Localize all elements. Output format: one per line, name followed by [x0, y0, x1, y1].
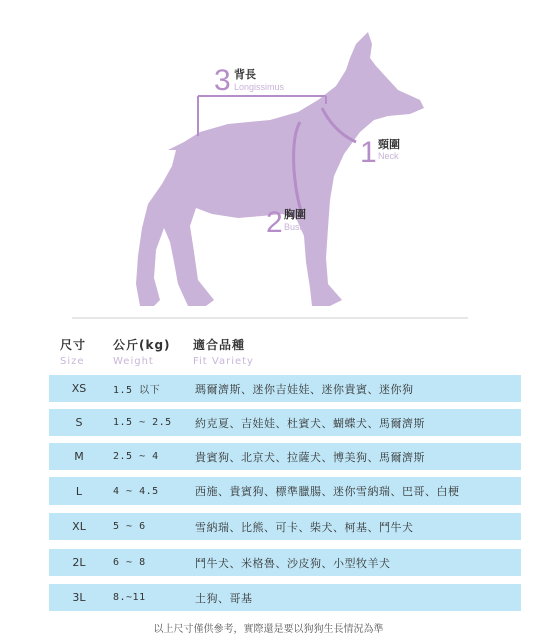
row-size: 2L — [72, 556, 86, 569]
table-row — [49, 584, 521, 611]
weight-header-en: Weight — [113, 356, 154, 367]
row-variety: 貴賓狗、北京犬、拉薩犬、博美狗、馬爾濟斯 — [195, 450, 425, 464]
table-row — [49, 443, 521, 470]
variety-header-en: Fit Variety — [193, 356, 254, 367]
weight-header-zh: 公斤(kg) — [113, 338, 171, 352]
back-en: Longissimus — [234, 82, 285, 92]
row-variety: 約克夏、吉娃娃、杜賓犬、蝴蝶犬、馬爾濟斯 — [195, 416, 425, 430]
table-row — [49, 477, 521, 505]
row-size: XL — [72, 520, 86, 533]
row-size: XS — [71, 382, 87, 395]
row-weight: 1.5 ~ 2.5 — [113, 417, 172, 428]
variety-header — [193, 336, 254, 367]
table-row — [49, 409, 521, 436]
row-variety: 瑪爾濟斯、迷你吉娃娃、迷你貴賓、迷你狗 — [195, 382, 414, 396]
row-variety: 鬥牛犬、米格魯、沙皮狗、小型牧羊犬 — [195, 556, 391, 570]
row-weight: 4 ~ 4.5 — [113, 485, 159, 497]
neck-en: Neck — [378, 151, 399, 161]
row-weight: 6 ~ 8 — [113, 557, 146, 568]
neck-zh: 頸圍 — [378, 138, 400, 151]
row-weight: 5 ~ 6 — [113, 521, 146, 532]
back-zh: 背長 — [234, 68, 256, 81]
variety-header-zh: 適合品種 — [193, 338, 246, 352]
row-variety: 雪納瑞、比熊、可卡、柴犬、柯基、鬥牛犬 — [195, 520, 414, 534]
size-header — [60, 336, 86, 367]
footnote: 以上尺寸僅供參考，實際還是要以狗狗生長情況為準 — [153, 624, 384, 635]
table-row — [49, 513, 521, 540]
weight-header — [113, 336, 171, 367]
size-header-en: Size — [60, 356, 85, 367]
row-weight: 1.5 以下 — [113, 385, 161, 396]
row-size: S — [75, 416, 83, 429]
row-weight: 8.~11 — [113, 592, 146, 603]
neck-number: 1 — [360, 136, 377, 169]
chest-number: 2 — [266, 206, 283, 239]
row-weight: 2.5 ~ 4 — [113, 451, 159, 462]
table-row — [49, 549, 521, 576]
back-number: 3 — [214, 64, 231, 97]
chest-en: Bust — [284, 222, 303, 232]
row-variety: 西施、貴賓狗、標準臘腸、迷你雪納瑞、巴哥、白梗 — [195, 485, 460, 498]
chest-zh: 胸圍 — [284, 208, 306, 221]
size-header-zh: 尺寸 — [60, 338, 87, 352]
row-size: 3L — [72, 591, 86, 604]
row-variety: 土狗、哥基 — [195, 591, 253, 605]
row-size: M — [74, 450, 84, 463]
row-size: L — [75, 484, 83, 498]
table-row — [49, 375, 521, 402]
dog-silhouette — [136, 32, 424, 306]
